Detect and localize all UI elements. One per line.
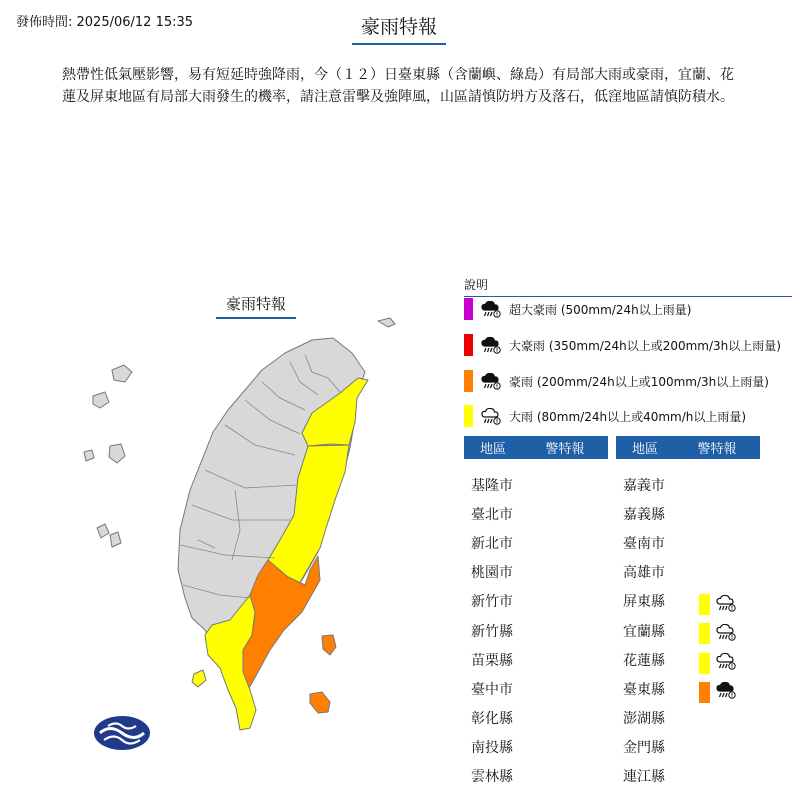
- region-row: [471, 528, 541, 557]
- warning-color-swatch: [699, 594, 710, 615]
- region-row: [471, 733, 541, 762]
- region-name: 基隆市: [471, 477, 513, 494]
- region-list-right: [623, 470, 693, 791]
- map-island-penghu-d: [97, 524, 109, 538]
- legend-title: 說明: [464, 276, 792, 297]
- map-island-penghu-c: [109, 444, 125, 463]
- region-row: [471, 704, 541, 733]
- region-row: [471, 587, 541, 616]
- torrential-rain-icon: [479, 369, 505, 393]
- region-name: 苗栗縣: [471, 652, 513, 669]
- legend-color-swatch: [464, 370, 473, 392]
- region-name: 新北市: [471, 535, 513, 552]
- legend-label: 超大豪雨 (500mm/24h以上雨量): [509, 302, 692, 317]
- legend-item: [464, 333, 781, 357]
- table-header-right: [616, 436, 760, 459]
- region-name: 金門縣: [623, 740, 665, 757]
- map-island-matsu: [378, 318, 395, 327]
- legend-item: [464, 297, 691, 321]
- very-torrential-rain-icon: [479, 333, 505, 357]
- region-name: 宜蘭縣: [623, 623, 665, 640]
- legend-label: 大豪雨 (350mm/24h以上或200mm/3h以上雨量): [509, 338, 781, 353]
- legend-color-swatch: [464, 334, 473, 356]
- region-name: 南投縣: [471, 740, 513, 757]
- legend-item: [464, 369, 769, 393]
- legend-label: 豪雨 (200mm/24h以上或100mm/3h以上雨量): [509, 374, 769, 389]
- region-name: 臺中市: [471, 681, 513, 698]
- warning-color-swatch: [699, 682, 710, 703]
- warning-description: 熱帶性低氣壓影響，易有短延時強降雨，今（１２）日臺東縣（含蘭嶼、綠島）有局部大雨或豪雨，宜蘭、花蓮及屏東地區有局部大雨發生的機率，請注意雷擊及強陣風，山區請慎防坍方及落石，低窪地區請慎防積水。: [62, 67, 734, 105]
- region-row: [471, 674, 541, 703]
- region-name: 臺南市: [623, 535, 665, 552]
- torrential-rain-icon: [714, 678, 738, 706]
- region-row: [623, 587, 693, 616]
- region-list-left: [471, 470, 541, 791]
- warning-indicator: [699, 620, 738, 648]
- region-name: 屏東縣: [623, 594, 665, 611]
- map-island-penghu-a: [93, 392, 109, 408]
- heavy-rain-icon: [714, 591, 738, 619]
- region-name: 澎湖縣: [623, 711, 665, 728]
- region-row: [623, 762, 693, 791]
- region-name: 連江縣: [623, 769, 665, 786]
- issued-time: 發佈時間: 2025/06/12 15:35: [16, 15, 194, 30]
- warning-color-swatch: [699, 623, 710, 644]
- extreme-torrential-rain-icon: [479, 297, 505, 321]
- map-island-penghu-b: [84, 450, 94, 461]
- legend-label: 大雨 (80mm/24h以上或40mm/h以上雨量): [509, 409, 747, 424]
- region-row: [623, 470, 693, 499]
- legend-color-swatch: [464, 405, 473, 427]
- legend-color-swatch: [464, 298, 473, 320]
- warning-indicator: [699, 678, 738, 706]
- map-region-liuqiu: [192, 670, 206, 687]
- region-row: [471, 558, 541, 587]
- region-row: [623, 674, 693, 703]
- region-name: 高雄市: [623, 565, 665, 582]
- region-row: [623, 528, 693, 557]
- warning-indicator: [699, 591, 738, 619]
- region-row: [471, 645, 541, 674]
- cwa-logo: [94, 716, 150, 750]
- region-name: 桃園市: [471, 565, 513, 582]
- region-row: [623, 499, 693, 528]
- header-region: 地區: [479, 442, 506, 457]
- map-island-penghu-e: [110, 532, 121, 547]
- region-row: [471, 762, 541, 791]
- map-title: 豪雨特報: [216, 293, 296, 319]
- region-row: [471, 470, 541, 499]
- region-row: [471, 616, 541, 645]
- map-region-green-island: [322, 635, 336, 655]
- region-name: 新竹縣: [471, 623, 513, 640]
- region-name: 嘉義市: [623, 477, 665, 494]
- warning-color-swatch: [699, 653, 710, 674]
- region-row: [623, 645, 693, 674]
- region-name: 花蓮縣: [623, 652, 665, 669]
- heavy-rain-icon: [714, 649, 738, 677]
- region-name: 嘉義縣: [623, 506, 665, 523]
- page-title: 豪雨特報: [352, 12, 446, 45]
- map-region-lanyu: [310, 692, 330, 713]
- region-row: [471, 499, 541, 528]
- heavy-rain-icon: [714, 620, 738, 648]
- table-header-left: [464, 436, 608, 459]
- region-name: 雲林縣: [471, 769, 513, 786]
- header-warning: 警特報: [545, 442, 585, 457]
- map-island-kinmen: [112, 365, 132, 382]
- warning-indicator: [699, 649, 738, 677]
- header-warning: 警特報: [697, 442, 737, 457]
- region-row: [623, 616, 693, 645]
- region-row: [623, 733, 693, 762]
- region-name: 彰化縣: [471, 711, 513, 728]
- region-name: 新竹市: [471, 594, 513, 611]
- region-name: 臺北市: [471, 506, 513, 523]
- region-row: [623, 558, 693, 587]
- header-region: 地區: [631, 442, 658, 457]
- region-row: [623, 704, 693, 733]
- region-name: 臺東縣: [623, 681, 665, 698]
- legend-item: [464, 404, 746, 428]
- heavy-rain-icon: [479, 404, 505, 428]
